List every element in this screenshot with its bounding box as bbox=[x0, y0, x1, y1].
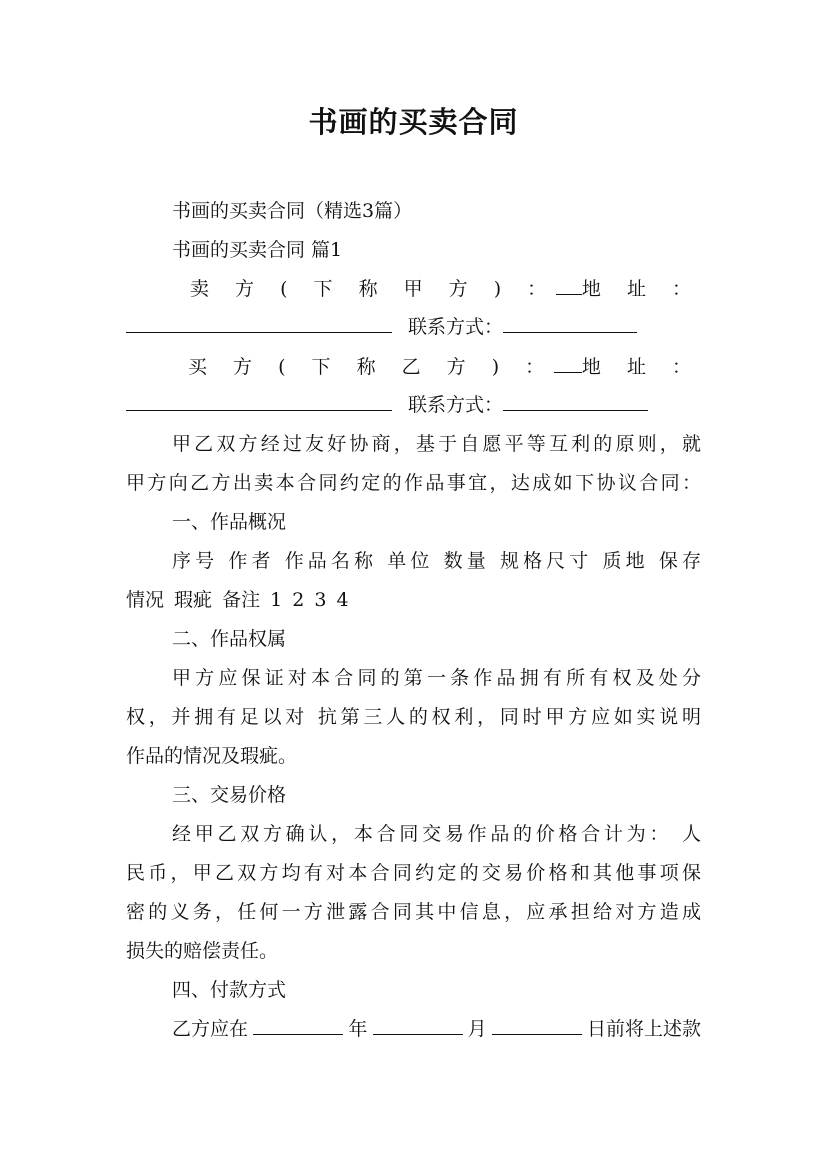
payment-end-text: 日前将上述款 bbox=[586, 1018, 701, 1040]
payment-year-blank bbox=[253, 1016, 343, 1035]
section3-line-4: 损失的赔偿责任。 bbox=[126, 940, 279, 962]
buyer-label: 买 方 ( 下 称 乙 方 ) ： bbox=[188, 356, 555, 378]
subtitle: 书画的买卖合同（精选3篇） bbox=[172, 200, 413, 222]
buyer-row bbox=[188, 354, 701, 380]
payment-month-label: 月 bbox=[467, 1018, 487, 1040]
section2-line-2: 权，并拥有足以对 抗第三人的权利，同时甲方应如实说明 bbox=[126, 706, 701, 728]
section1-line-1: 序号 作者 作品名称 单位 数量 规格尺寸 质地 保存 bbox=[172, 550, 701, 572]
seller-name-blank bbox=[556, 276, 582, 295]
buyer-contact-row bbox=[126, 392, 701, 418]
seller-contact-label: 联系方式： bbox=[408, 316, 504, 338]
seller-row bbox=[190, 276, 701, 302]
section2-line-3: 作品的情况及瑕疵。 bbox=[126, 745, 298, 767]
seller-contact-blank bbox=[503, 314, 637, 333]
intro-line-2: 甲方向乙方出卖本合同约定的作品事宜，达成如下协议合同： bbox=[126, 472, 701, 494]
seller-contact-row bbox=[126, 314, 701, 340]
payment-day-blank bbox=[492, 1016, 582, 1035]
seller-address-blank bbox=[126, 314, 392, 333]
payment-start-text: 乙方应在 bbox=[172, 1018, 249, 1040]
section3-line-1: 经甲乙双方确认，本合同交易作品的价格合计为： 人 bbox=[172, 823, 701, 845]
payment-year-label: 年 bbox=[348, 1018, 368, 1040]
section2-heading: 二、作品权属 bbox=[172, 628, 287, 650]
section3-heading: 三、交易价格 bbox=[172, 784, 287, 806]
payment-month-blank bbox=[373, 1016, 463, 1035]
buyer-contact-blank bbox=[503, 392, 648, 411]
buyer-contact-label: 联系方式： bbox=[408, 394, 504, 416]
section-heading: 书画的买卖合同 篇1 bbox=[172, 239, 343, 261]
buyer-address-blank bbox=[126, 392, 392, 411]
section1-heading: 一、作品概况 bbox=[172, 511, 287, 533]
buyer-name-blank bbox=[554, 354, 582, 373]
section4-heading: 四、付款方式 bbox=[172, 979, 287, 1001]
seller-address-label: 地 址 ： bbox=[581, 278, 701, 300]
section1-line-2: 情况 瑕疵 备注 1 2 3 4 bbox=[126, 589, 349, 611]
buyer-address-label: 地 址 ： bbox=[581, 356, 701, 378]
section4-line-1 bbox=[172, 1016, 701, 1042]
seller-label: 卖 方 ( 下 称 甲 方 ) ： bbox=[190, 278, 557, 300]
intro-line-1: 甲乙双方经过友好协商，基于自愿平等互利的原则，就 bbox=[172, 433, 701, 455]
document-title: 书画的买卖合同 bbox=[308, 105, 519, 139]
section3-line-2: 民币，甲乙双方均有对本合同约定的交易价格和其他事项保 bbox=[126, 862, 701, 884]
section3-line-3: 密的义务，任何一方泄露合同其中信息，应承担给对方造成 bbox=[126, 901, 701, 923]
section2-line-1: 甲方应保证对本合同的第一条作品拥有所有权及处分 bbox=[172, 667, 701, 689]
